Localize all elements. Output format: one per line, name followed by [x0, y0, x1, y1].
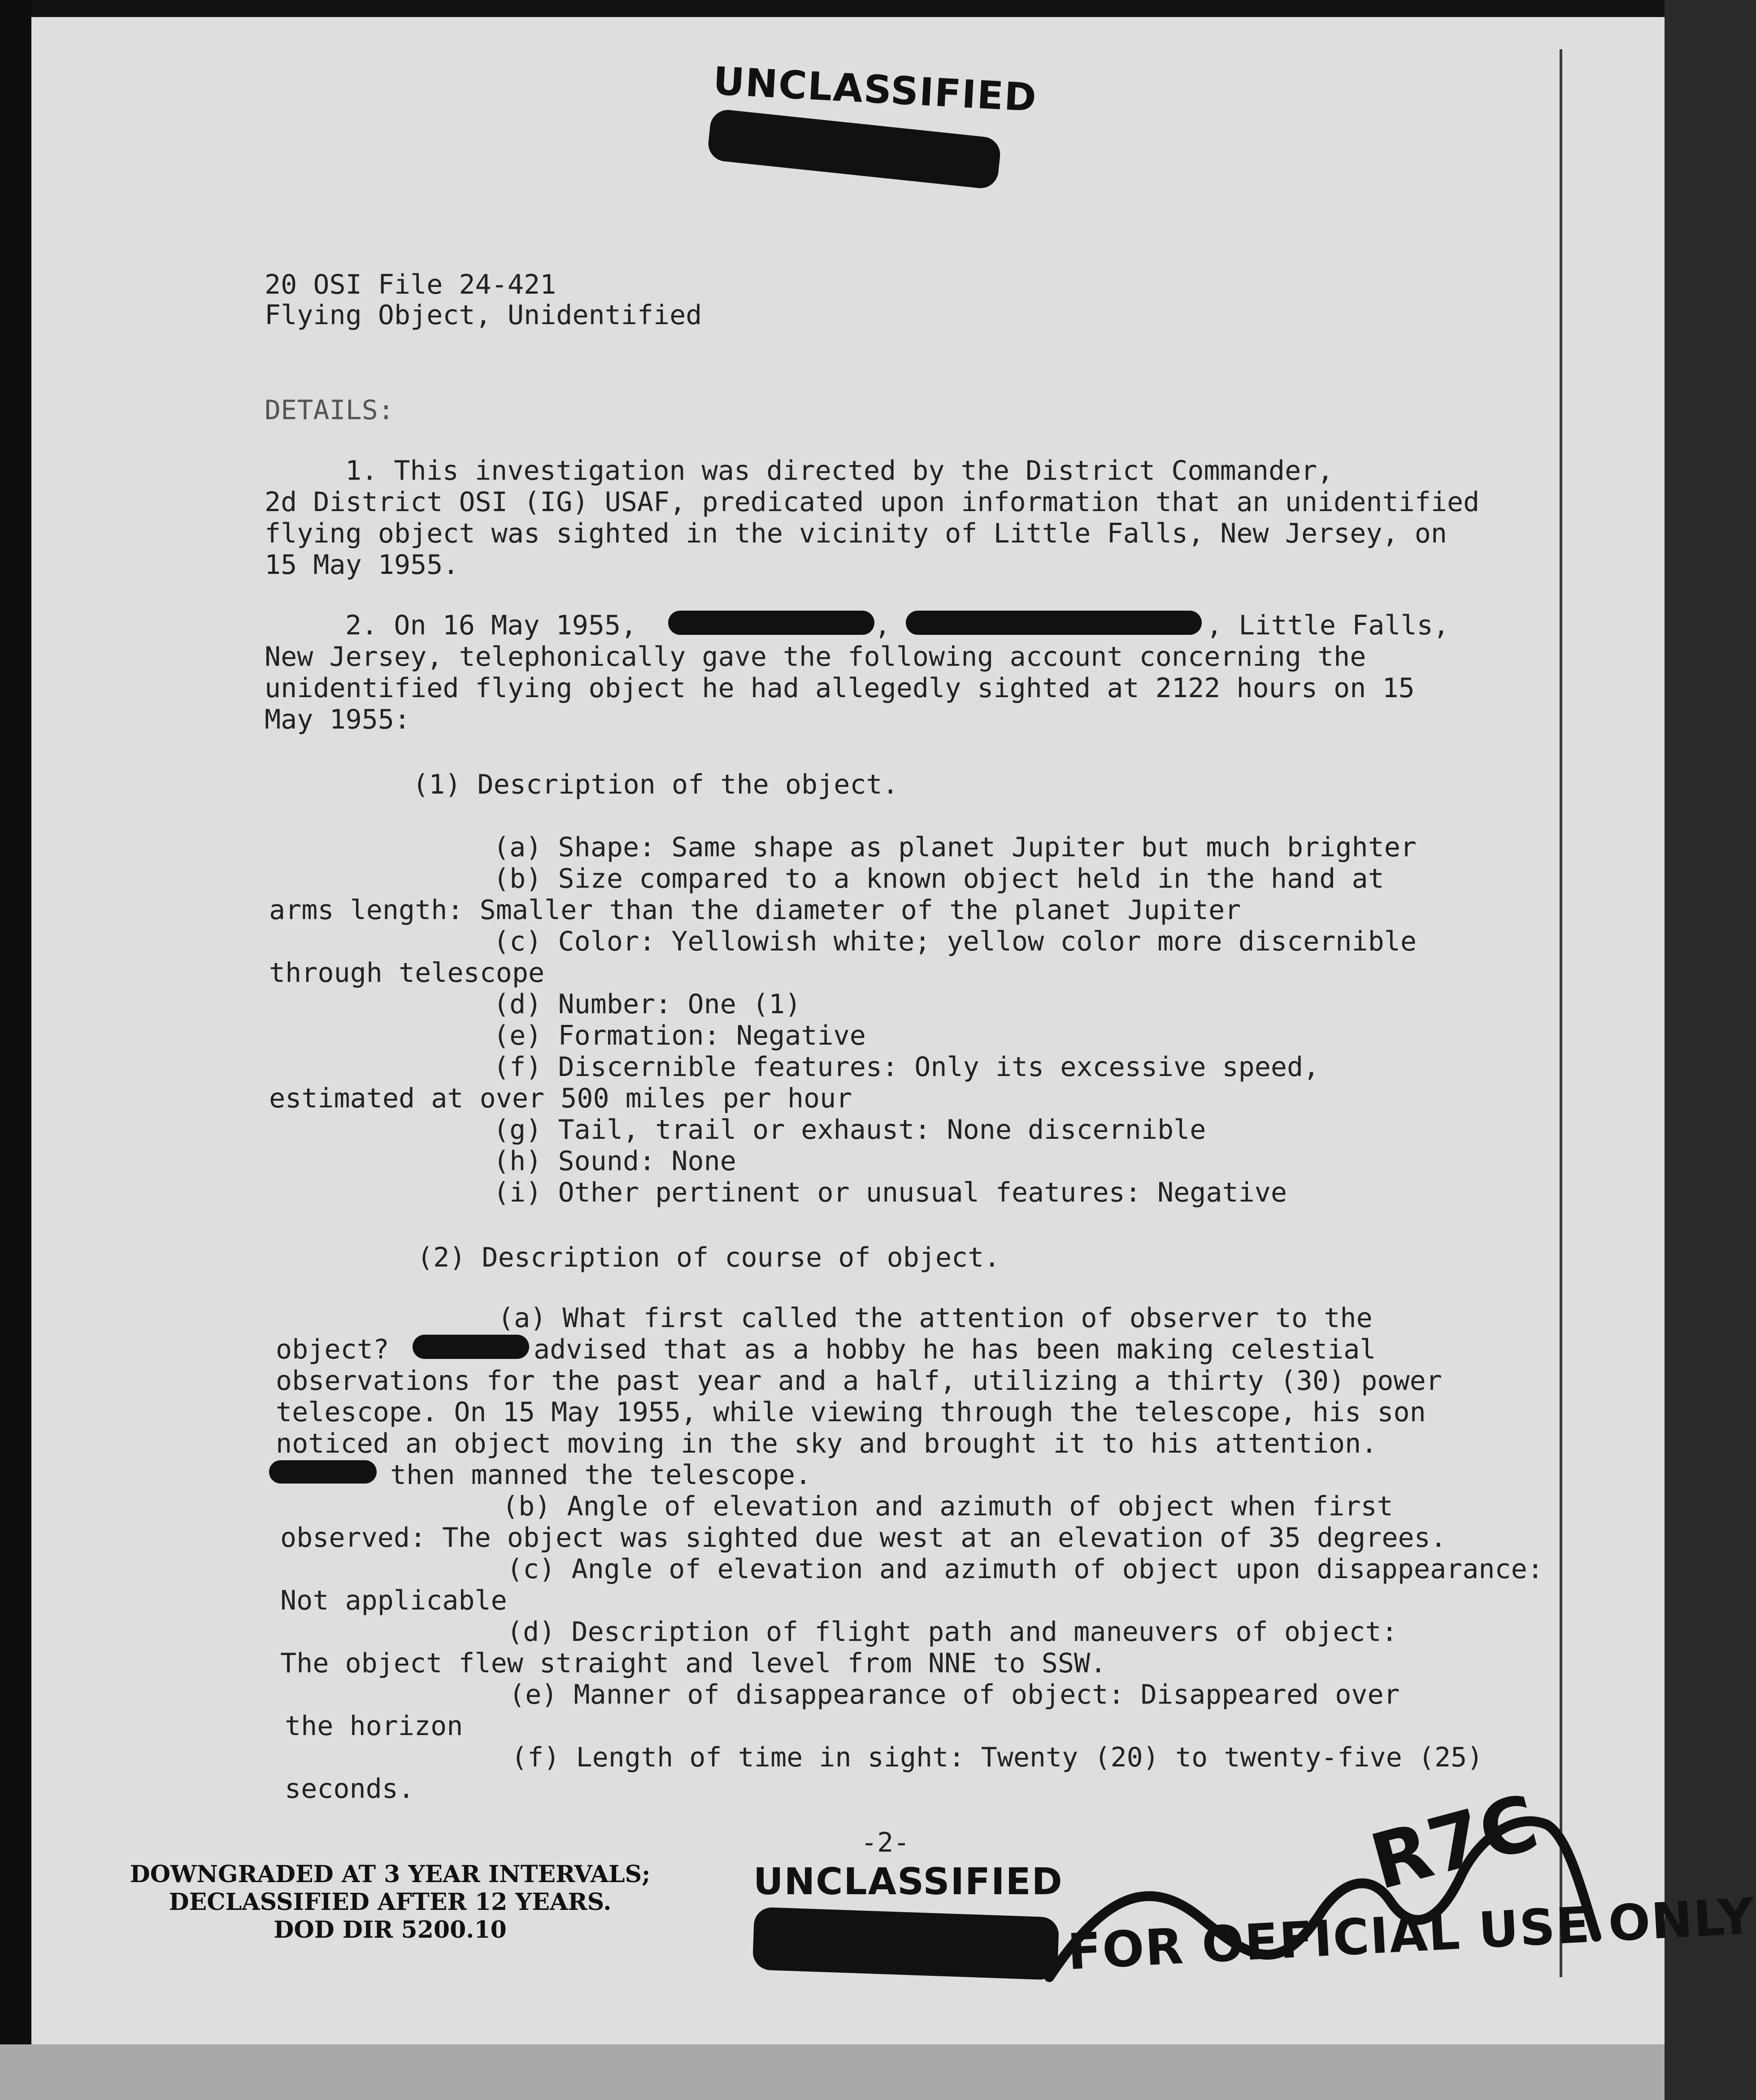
scan-border-bottom [0, 2044, 1665, 2100]
section2-item: (c) Angle of elevation and azimuth of object upon disappearance: [507, 1553, 1543, 1585]
section2-item: (a) What first called the attention of observer to the [498, 1302, 1373, 1334]
section2-item: advised that as a hobby he has been making celestial [534, 1334, 1376, 1365]
subject-line: Flying Object, Unidentified [265, 299, 702, 331]
section2-item: (e) Manner of disappearance of object: Disappeared over [509, 1679, 1400, 1710]
section2-item: telescope. On 15 May 1955, while viewing through the telescope, his son [276, 1397, 1426, 1428]
section1-item: (f) Discernible features: Only its excessive speed, [493, 1051, 1320, 1083]
details-heading: DETAILS: [265, 395, 394, 426]
downgrade-line: DECLASSIFIED AFTER 12 YEARS. [169, 1888, 612, 1916]
for-official-use-only-stamp: FOR OFFICIAL USE ONLY [1066, 1887, 1756, 1981]
section2-item: then manned the telescope. [390, 1459, 812, 1491]
para1-line: 15 May 1955. [265, 549, 459, 581]
section1-item: through telescope [269, 957, 545, 989]
right-margin-rule [1560, 49, 1562, 1977]
file-number: 20 OSI File 24-421 [265, 269, 556, 300]
page-number: -2- [861, 1827, 910, 1858]
section2-item: Not applicable [280, 1585, 507, 1616]
section1-item: (h) Sound: None [493, 1145, 736, 1177]
section2-item: noticed an object moving in the sky and brought it to his attention. [276, 1428, 1378, 1459]
section2-item: (b) Angle of elevation and azimuth of object when first [502, 1491, 1393, 1522]
section2-item: observed: The object was sighted due west at an elevation of 35 degrees. [280, 1522, 1447, 1553]
section1-item: (i) Other pertinent or unusual features: Negative [493, 1177, 1287, 1208]
scan-border-top [0, 0, 1665, 17]
section2-item: seconds. [285, 1773, 414, 1805]
redaction-bar [668, 611, 874, 635]
section2-item: observations for the past year and a half, utilizing a thirty (30) power [276, 1365, 1442, 1397]
para2-line: unidentified flying object he had allegedly sighted at 2122 hours on 15 [265, 673, 1415, 704]
classification-stamp-top: UNCLASSIFIED [712, 59, 1039, 121]
redaction-bar [752, 1907, 1059, 1980]
downgrade-line: DOWNGRADED AT 3 YEAR INTERVALS; [130, 1861, 651, 1888]
para1-line: flying object was sighted in the vicinity of Little Falls, New Jersey, on [265, 518, 1447, 549]
section2-item: (f) Length of time in sight: Twenty (20) to twenty-five (25) [511, 1742, 1483, 1773]
section1-item: estimated at over 500 miles per hour [269, 1083, 852, 1114]
para2-line: 2. On 16 May 1955, [345, 610, 637, 641]
section1-heading: (1) Description of the object. [413, 769, 899, 800]
redaction-bar [707, 108, 1002, 190]
section2-item: The object flew straight and level from NNE to SSW. [280, 1648, 1107, 1679]
redaction-bar [269, 1460, 377, 1484]
classification-stamp-bottom: UNCLASSIFIED [753, 1861, 1063, 1903]
section2-heading: (2) Description of course of object. [417, 1242, 1000, 1273]
section1-item: (b) Size compared to a known object held in the hand at [493, 863, 1384, 894]
downgrade-line: DOD DIR 5200.10 [274, 1916, 507, 1944]
section1-item: arms length: Smaller than the diameter of the planet Jupiter [269, 894, 1241, 926]
section1-item: (c) Color: Yellowish white; yellow color more discernible [493, 926, 1417, 957]
redaction-bar [413, 1335, 529, 1359]
section2-item: (d) Description of flight path and maneuvers of object: [507, 1616, 1398, 1648]
downgrade-notice [81, 1861, 700, 1944]
section1-item: (a) Shape: Same shape as planet Jupiter but much brighter [493, 832, 1417, 863]
section1-item: (e) Formation: Negative [493, 1020, 866, 1051]
section2-item: object? [276, 1334, 389, 1365]
para2-line: May 1955: [265, 704, 411, 735]
handwritten-initials: R7C [1362, 1778, 1547, 1908]
section1-item: (d) Number: One (1) [493, 989, 801, 1020]
section1-item: (g) Tail, trail or exhaust: None discernible [493, 1114, 1206, 1145]
para2-line: New Jersey, telephonically gave the following account concerning the [265, 641, 1366, 673]
section2-item: the horizon [285, 1710, 463, 1742]
scan-border-left [0, 0, 31, 2100]
redaction-bar [906, 611, 1202, 635]
para1-line: 2d District OSI (IG) USAF, predicated upon information that an unidentified [265, 486, 1480, 518]
para1-line: 1. This investigation was directed by the District Commander, [345, 455, 1334, 486]
para2-line: , Little Falls, [1206, 610, 1449, 641]
redaction-separator: , [874, 610, 891, 641]
